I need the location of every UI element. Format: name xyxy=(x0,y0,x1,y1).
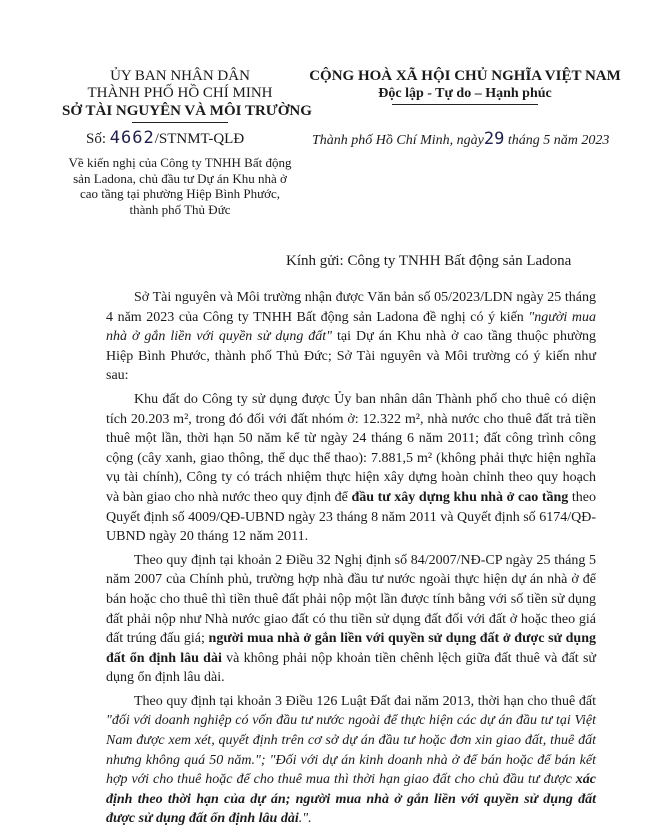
paragraph-3 xyxy=(106,551,596,688)
p4-emphasis: xác định theo thời hạn của dự án; người mua nhà ở gắn liền với quyền sử dụng đất được sử dụng đất ổn định lâu dài xyxy=(106,772,596,827)
agency-line-2: THÀNH PHỐ HỒ CHÍ MINH xyxy=(87,85,273,101)
p3-text-b: và không phải nộp khoản tiền chênh lệch giữa đất thuê và đất sử dụng ổn định lâu dài. xyxy=(106,650,596,686)
date-rest: tháng 5 năm 2023 xyxy=(507,133,610,148)
agency-line-1: ỦY BAN NHÂN DÂN xyxy=(110,68,250,84)
document-number-suffix: /STNMT-QLĐ xyxy=(154,131,245,147)
nation-title: CỘNG HOÀ XÃ HỘI CHỦ NGHĨA VIỆT NAM xyxy=(309,68,621,84)
document-number xyxy=(86,128,244,148)
p4-quote-end: .". xyxy=(298,811,312,827)
agency-underline xyxy=(132,122,228,123)
paragraph-1 xyxy=(106,288,596,386)
p1-text-b: tại Dự án Khu nhà ở cao tầng thuộc phường Hiệp Bình Phước, thành phố Thủ Đức; Sở Tài nguyên và Môi trường có ý kiến như sau: xyxy=(106,329,596,384)
paragraph-2 xyxy=(106,390,596,547)
paragraph-4 xyxy=(106,692,596,829)
document-number-value: 4662 xyxy=(109,128,155,148)
addressee: Kính gửi: Công ty TNHH Bất động sản Ladona xyxy=(286,253,572,269)
p3-emphasis: người mua nhà ở gắn liền với quyền sử dụng đất ở được sử dụng đất ổn định lâu dài xyxy=(106,631,596,666)
p4-quote: "đối với doanh nghiệp có vốn đầu tư nước ngoài để thực hiện các dự án đầu tư tại Việt Nam được xem xét, quyết định trên cơ sở dự án đầu tư hoặc đơn xin giao đất, thuê đất nhưng không quá 50 năm."; "Đối với dự án kinh doanh nhà ở để bán hoặc để bán kết hợp với cho thuê hoặc để cho thuê mua thì thời hạn giao đất cho chủ đầu tư được xyxy=(106,713,596,788)
subject-line-2: sản Ladona, chủ đầu tư Dự án Khu nhà ở xyxy=(73,170,287,186)
nation-motto: Độc lập - Tự do – Hạnh phúc xyxy=(378,86,552,101)
p3-text-a: Theo quy định tại khoản 2 Điều 32 Nghị định số 84/2007/NĐ-CP ngày 25 tháng 5 năm 2007 của Chính phủ, trường hợp nhà đầu tư nước ngoài thực hiện dự án nhà ở để bán hoặc cho thuê thì tiền thuê đất phải nộp một lần được tính bằng với số tiền sử dụng đất phải nộp như Nhà nước giao đất có thu tiền sử dụng đất đối với đất ở hoặc theo giá đất trúng đấu giá; xyxy=(106,552,596,647)
subject-block xyxy=(62,155,298,217)
p1-quote: "người mua nhà ở gắn liền với quyền sử dụng đất" xyxy=(106,309,596,345)
subject-line-4: thành phố Thủ Đức xyxy=(129,201,231,217)
place-text: Thành phố Hồ Chí Minh, ngày xyxy=(312,133,484,148)
document-number-prefix: Số: xyxy=(86,131,107,147)
date-day: 29 xyxy=(483,129,505,149)
p1-text-a: Sở Tài nguyên và Môi trường nhận được Văn bản số 05/2023/LDN ngày 25 tháng 4 năm 2023 của Công ty TNHH Bất động sản Ladona đề nghị có ý kiến xyxy=(106,290,596,325)
letter-body xyxy=(106,288,596,833)
agency-line-3: SỞ TÀI NGUYÊN VÀ MÔI TRƯỜNG xyxy=(62,103,312,119)
p4-text-a: Theo quy định tại khoản 3 Điều 126 Luật Đất đai năm 2013, thời hạn cho thuê đất xyxy=(134,693,596,709)
national-motto-block xyxy=(300,68,630,105)
subject-line-3: cao tầng tại phường Hiệp Bình Phước, xyxy=(79,186,281,201)
p2-emphasis: đầu tư xây dựng khu nhà ở cao tầng xyxy=(351,489,569,505)
p2-text-a: Khu đất do Công ty sử dụng được Ủy ban nhân dân Thành phố cho thuê có diện tích 20.203 m², trong đó đối với đất nhóm ở: 12.322 m², nhà nước cho thuê đất trả tiền thuê một lần, thời hạn 50 năm kể từ ngày 24 tháng 6 năm 2011; đất công trình công cộng (cây xanh, giao thông, thể dục thể thao): 7.881,5 m² (không phải thực hiện nghĩa vụ tài chính), Công ty có trách nhiệm thực hiện xây dựng hoàn chỉnh theo quy hoạch và bàn giao cho nhà nước theo quy định để xyxy=(106,391,596,505)
p2-text-b: theo Quyết định số 4009/QĐ-UBND ngày 23 tháng 8 năm 2011 và Quyết định số 6174/QĐ-UBND ngày 20 tháng 12 năm 2011. xyxy=(106,489,596,545)
issuing-agency-block xyxy=(62,68,312,123)
motto-underline xyxy=(392,104,538,105)
subject-line-1: Về kiến nghị của Công ty TNHH Bất động xyxy=(68,155,292,170)
place-and-date xyxy=(312,129,609,149)
